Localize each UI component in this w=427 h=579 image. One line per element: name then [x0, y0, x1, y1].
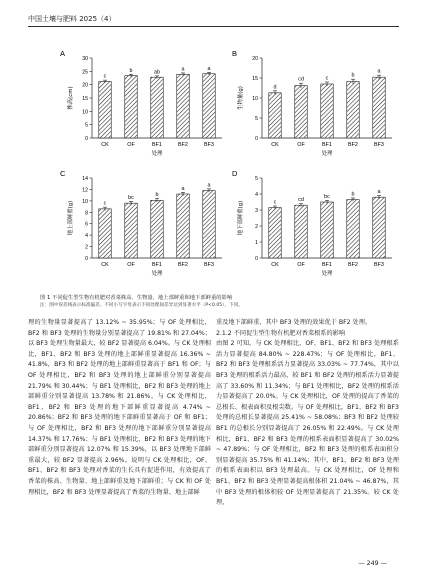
x-tick-label: CK — [271, 262, 279, 268]
x-tick-label: BF1 — [322, 142, 332, 148]
bar — [347, 82, 359, 138]
section-heading: 2.1.2 不同促生型生物有机肥对香菜根系的影响 — [216, 329, 346, 337]
y-tick-label: 10 — [82, 109, 88, 116]
bar — [125, 76, 137, 138]
significance-letter: c — [103, 200, 107, 207]
right-paragraph-1: 重及地下部鲜重，其中 BF3 处理的效果优于 BF2 处理。 — [216, 319, 372, 326]
bar — [373, 77, 385, 138]
x-axis-label: 处理 — [151, 271, 163, 277]
y-tick-label: 0 — [85, 136, 88, 142]
significance-letter: a — [207, 65, 211, 72]
bar — [177, 194, 189, 258]
x-tick-label: OF — [127, 142, 135, 148]
y-tick-label: 30 — [82, 56, 88, 62]
y-tick-label: 10 — [82, 198, 88, 205]
significance-letter: cd — [298, 76, 304, 83]
bar — [177, 74, 189, 138]
bar — [295, 86, 307, 138]
bar — [99, 209, 111, 258]
y-tick-label: 15 — [82, 96, 88, 102]
bar — [295, 205, 307, 258]
x-tick-label: BF2 — [178, 142, 188, 148]
x-tick-label: BF3 — [204, 142, 214, 148]
significance-letter: a — [181, 66, 185, 73]
y-tick-label: 4 — [255, 192, 258, 198]
x-tick-label: OF — [297, 142, 305, 148]
y-tick-label: 6 — [85, 221, 88, 228]
significance-letter: ab — [154, 69, 160, 76]
x-tick-label: BF2 — [178, 262, 188, 268]
x-axis-label: 处理 — [151, 151, 163, 157]
x-axis-label: 处理 — [321, 151, 333, 157]
significance-letter: b — [351, 72, 355, 79]
caption-title: 图 1 不同促生型生物有机肥对香菜株高、生物量、地上部鲜重和地下部鲜重的影响 — [40, 295, 233, 301]
y-tick-label: 0 — [255, 136, 258, 142]
x-tick-label: CK — [101, 262, 109, 268]
x-tick-label: BF1 — [322, 262, 332, 268]
x-tick-label: BF1 — [152, 142, 162, 148]
y-tick-label: 20 — [252, 56, 258, 62]
y-axis-label: 地上部鲜重(g) — [68, 200, 74, 236]
running-header: 中国土壤与肥料 2025（4） — [28, 15, 116, 23]
bar — [347, 200, 359, 258]
bar — [203, 74, 215, 138]
y-tick-label: 1 — [255, 240, 258, 246]
significance-letter: cd — [298, 197, 304, 204]
figure-caption — [40, 294, 400, 310]
y-tick-label: 3 — [255, 208, 258, 214]
x-tick-label: BF3 — [204, 262, 214, 268]
bar — [321, 84, 333, 138]
y-tick-label: 25 — [82, 69, 88, 76]
significance-letter: bc — [128, 194, 134, 201]
caption-note: 注：图中误差线表示标准偏差。不同小写字母表示不同处理间差异达到显著水平（P<0.05），下同。 — [40, 303, 243, 308]
y-axis-label: 株高(cm) — [68, 86, 74, 110]
significance-letter: a — [181, 185, 185, 192]
x-tick-label: BF2 — [348, 142, 358, 148]
y-tick-label: 20 — [82, 82, 88, 89]
significance-letter: c — [325, 75, 329, 82]
bar — [151, 200, 163, 258]
significance-letter: b — [155, 192, 159, 199]
significance-letter: c — [103, 73, 107, 80]
y-tick-label: 5 — [255, 176, 258, 182]
right-column — [216, 318, 399, 509]
x-tick-label: BF2 — [348, 262, 358, 268]
y-axis-label: 地下部鲜重(g) — [238, 200, 244, 236]
significance-letter: b — [129, 67, 133, 74]
panel-letter: A — [60, 49, 66, 58]
y-tick-label: 0 — [255, 256, 258, 262]
chart-panel-c — [60, 169, 222, 277]
y-tick-label: 4 — [85, 233, 88, 240]
y-tick-label: 0 — [85, 256, 88, 262]
y-tick-label: 8 — [85, 210, 88, 217]
significance-letter: a — [377, 68, 381, 75]
chart-panel-a — [60, 49, 222, 157]
significance-letter: d — [273, 84, 277, 91]
y-tick-label: 15 — [252, 76, 258, 82]
panel-letter: B — [232, 49, 238, 58]
significance-letter: a — [377, 189, 381, 196]
significance-letter: a — [207, 182, 211, 189]
y-tick-label: 5 — [85, 122, 88, 129]
significance-letter: b — [351, 191, 355, 198]
chart-panel-b — [232, 49, 392, 157]
y-tick-label: 12 — [82, 187, 88, 194]
left-paragraph: 理的生物量显著提高了 13.12% ~ 35.95%；与 OF 处理相比，BF2 和 BF3 处理的生物量分别显著提高了 19.81% 和 27.04%；以 BF3 处理生物量最大，较 BF2 显著提高 6.04%。与 CK 处理相比，BF1、BF2 和 BF3 处理的地上部鲜重显著提高 16.36% ~ 41.8%，BF3 和 BF2 处理的地上部鲜重显著高于 BF1 和 OF；与 OF 处理相比，BF2 和 BF3 处理的地上部鲜重分别显著提高 21.79% 和 30.44%；与 BF1 处理相比，BF2 和 BF3 处理的地上部鲜重分别显著提高 13.78% 和 21.86%。与 CK 处理相比，BF1、BF2 和 BF3 处理的地下部鲜重显著提高 4.74% ~ 20.86%；BF2 和 BF3 处理的地下部鲜重显著高于 OF 和 BF1；与 OF 处理相比，BF2 和 BF3 处理的地下部鲜重分别显著提高 14.37% 和 17.76%；与 BF1 处理相比，BF2 和 BF3 处理的地下部鲜重分别显著提高 12.07% 和 15.39%，以 BF3 处理地下部鲜重最大，较 BF2 显著提高 2.96%。说明与 CK 处理相比，OF、BF1、BF2 和 BF3 处理对香菜的生长具有促进作用，有效提高了香菜的株高、生物量、地上部鲜重及地下部鲜重；与 CK 和 OF 处理相比，BF2 和 BF3 处理显著提高了香菜的生物量、地上部鲜 — [28, 319, 211, 496]
y-tick-label: 5 — [255, 116, 258, 122]
x-tick-label: BF3 — [374, 262, 384, 268]
bar — [321, 202, 333, 258]
bar — [151, 77, 163, 138]
x-tick-label: OF — [127, 262, 135, 268]
x-tick-label: CK — [271, 142, 279, 148]
bar — [99, 81, 111, 138]
bar — [269, 93, 281, 138]
left-column — [28, 318, 211, 498]
panel-letter: D — [232, 169, 238, 178]
chart-panel-d — [232, 169, 392, 277]
x-tick-label: BF1 — [152, 262, 162, 268]
y-tick-label: 10 — [252, 96, 258, 102]
right-paragraph-2: 由图 2 可知，与 CK 处理相比，OF、BF1、BF2 和 BF3 处理根系活力显著提高 84.80% ~ 228.47%；与 OF 处理相比，BF1、BF2 和 BF3 处理根系活力显著提高 33.03% ~ 77.74%，其中以 BF3 处理的根系活力最高，较 BF1 和 BF2 处理的根系活力显著提高了 33.60% 和 11.34%；与 BF1 处理相比，BF2 处理的根系活力显著提高了 20.0%。与 CK 处理相比，OF 处理的提高了香菜的总根长、根表面积及根尖数。与 OF 处理相比，BF1、BF2 和 BF3 处理的总根长显著提高 25.41% ~ 58.08%；BF3 和 BF2 处理较 BF1 的总根长分别显著提高了 26.05% 和 22.49%。与 CK 处理相比，BF1、BF2 和 BF3 处理的根系表面积显著提高了 30.02% ~ 47.89%；与 OF 处理相比，BF2 和 BF3 处理的根系表面积分别显著提高 35.75% 和 41.14%；其中，BF1、BF2 和 BF3 处理的根系表面积以 BF3 处理最高。与 CK 处理相比，OF 处理和 BF1、BF2 和 BF3 处理显著提高根体积 21.04% ~ 46.87%，其中 BF3 处理的根体积较 OF 处理显著提高了 21.35%。较 CK 处理， — [216, 340, 399, 507]
significance-letter: bc — [324, 193, 330, 200]
y-axis-label: 生物量(g) — [238, 86, 244, 110]
x-axis-label: 处理 — [321, 271, 333, 277]
y-tick-label: 2 — [255, 224, 258, 230]
panel-letter: C — [60, 169, 66, 178]
bar — [269, 208, 281, 258]
x-tick-label: CK — [101, 142, 109, 148]
y-tick-label: 2 — [85, 244, 88, 251]
x-tick-label: OF — [297, 262, 305, 268]
bar — [373, 197, 385, 258]
page-number: — 249 — — [358, 560, 387, 567]
bar — [203, 191, 215, 258]
significance-letter: c — [273, 199, 277, 206]
x-tick-label: BF3 — [374, 142, 384, 148]
bar — [125, 203, 137, 258]
y-tick-label: 14 — [82, 176, 88, 182]
